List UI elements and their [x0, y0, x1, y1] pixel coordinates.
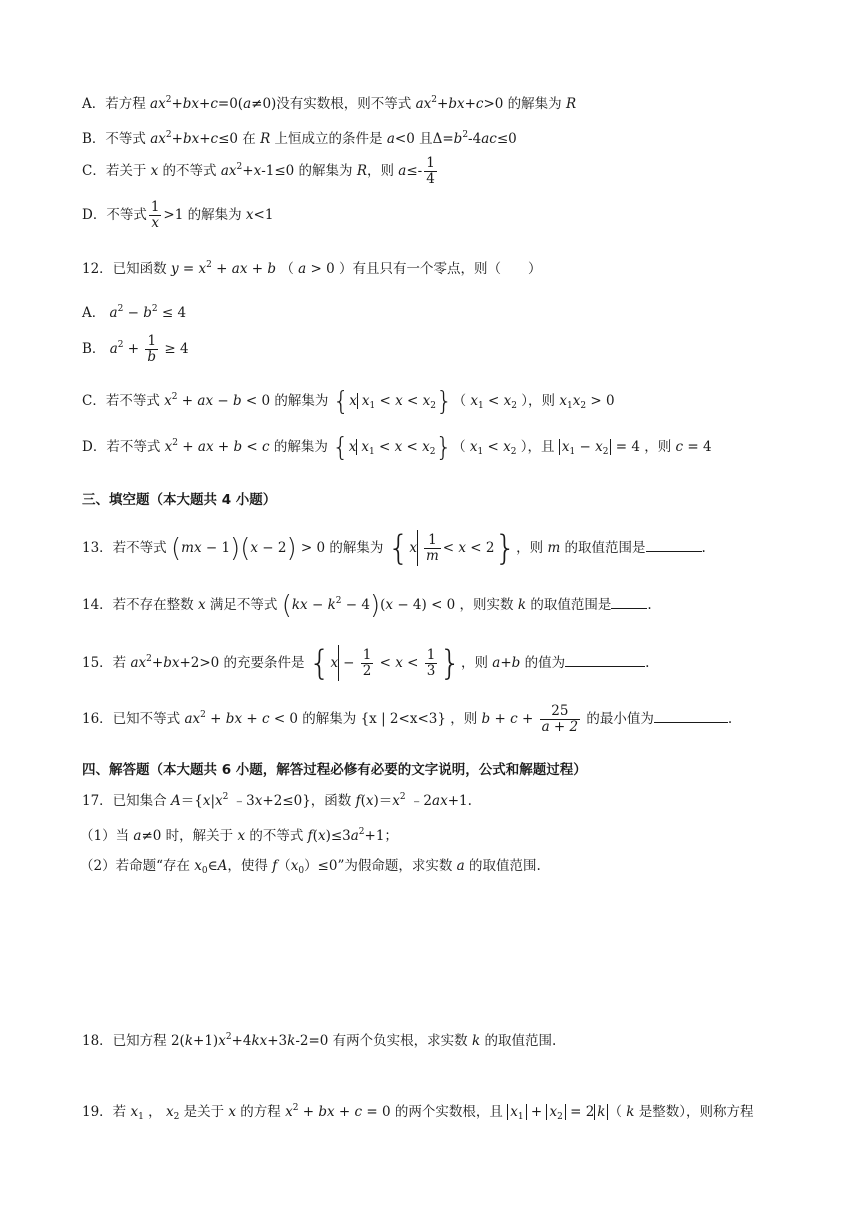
fraction: $\frac{1}{3}$ — [426, 647, 436, 679]
q13: 13．若不等式 (mx − 1)(x − 2) > 0 的解集为 {x $\frac{1}{m}$ < x < 2}，则 m 的取值范围是 . — [82, 528, 706, 569]
q11-option-d: D．不等式 $\frac{1}{x}$ >1 的解集为 x<1 — [82, 199, 274, 231]
fraction: $\frac{1}{m}$ — [425, 532, 439, 564]
q17-stem: 17．已知集合 $A=\{x|x^2$ ﹣3x+2≤0}，函数 $f(x)=x^2$ ﹣2ax+1. — [82, 792, 472, 809]
q11-option-b: B．不等式 $ax^2+bx+c\le 0$ 在 R 上恒成立的条件是 a<0 且$\Delta=b^2-4ac\le 0$ — [82, 130, 517, 147]
q12-option-d: D．若不等式 $x^2$ + ax + b < c 的解集为 {x $x_1 < x < x_2$}（ $x_1 < x_2$ ），且 $x_1 - x_2 = 4$ ，则 c = 4 — [82, 432, 712, 463]
q17-part2: （2）若命题“存在 $x_0\in A$，使得 $f(x_0)\le 0$”为假命题，求实数 a 的取值范围. — [80, 858, 541, 876]
q18: 18．已知方程 $2(k+1)x^2+4kx+3k-2=0$ 有两个负实根，求实数 k 的取值范围. — [82, 1032, 557, 1049]
section-heading: 四、解答题（本大题共 6 小题，解答过程必修有必要的文字说明，公式和解题过程） — [82, 762, 587, 778]
fraction: $\frac{25}{a + 2}$ — [541, 703, 579, 735]
fraction: $\frac{1}{b}$ — [147, 333, 157, 365]
q15: 15．若 $ax^2+bx+2>0$ 的充要条件是 {x − $\frac{1}{2}$ < x < $\frac{1}{3}$ }，则 a+b 的值为 . — [82, 643, 650, 684]
q12-option-b: B． $a^2$ + $\frac{1}{b}$ ≥ 4 — [82, 333, 189, 365]
fraction: $\frac{1}{2}$ — [362, 647, 372, 679]
fraction: $\frac{1}{x}$ — [150, 199, 160, 231]
fraction: $\frac{1}{4}$ — [426, 155, 435, 187]
section-heading: 三、填空题（本大题共 4 小题） — [82, 492, 277, 508]
q17-part1: （1）当 a≠0 时，解关于 x 的不等式 $f(x)\le 3a^2+1$； — [80, 827, 398, 844]
q12-stem: 12．已知函数 $y = x^2$ + ax + b （ a > 0 ）有且只有一个零点，则（ ） — [82, 260, 542, 277]
q11-option-c: C．若关于 x 的不等式 $ax^2+x-1\le 0$ 的解集为 R，则 a≤- $\frac{1}{4}$ — [82, 155, 435, 187]
q11-option-a: A．若方程 $ax^2+bx+c=0(a\ne 0)$没有实数根，则不等式 $ax^2+bx+c>0$ 的解集为 R — [82, 95, 577, 112]
q16: 16．已知不等式 $ax^2$ + bx + c < 0 的解集为 {x | 2<x<3} ，则 b + c + $\frac{25}{a + 2}$ 的最小值为 . — [82, 703, 733, 735]
q14: 14．若不存在整数 x 满足不等式 $(kx - k^2 - 4)(x - 4) < 0$ ，则实数 k 的取值范围是 . — [82, 590, 652, 621]
q12-option-c: C．若不等式 $x^2$ + ax − b < 0 的解集为 {x $x_1 < x < x_2$}（ $x_1 < x_2$ ），则 $x_1x_2 > 0$ — [82, 386, 615, 417]
q19: 19．若 $x_1$ ， $x_2$ 是关于 x 的方程 $x^2$ + bx + c = 0 的两个实数根，且 $x_1 + x_2 = 2$ k （ k 是整数），则称方程 — [82, 1103, 754, 1122]
q12-option-a: A． $a^2 - b^2 \le 4$ — [82, 304, 187, 321]
